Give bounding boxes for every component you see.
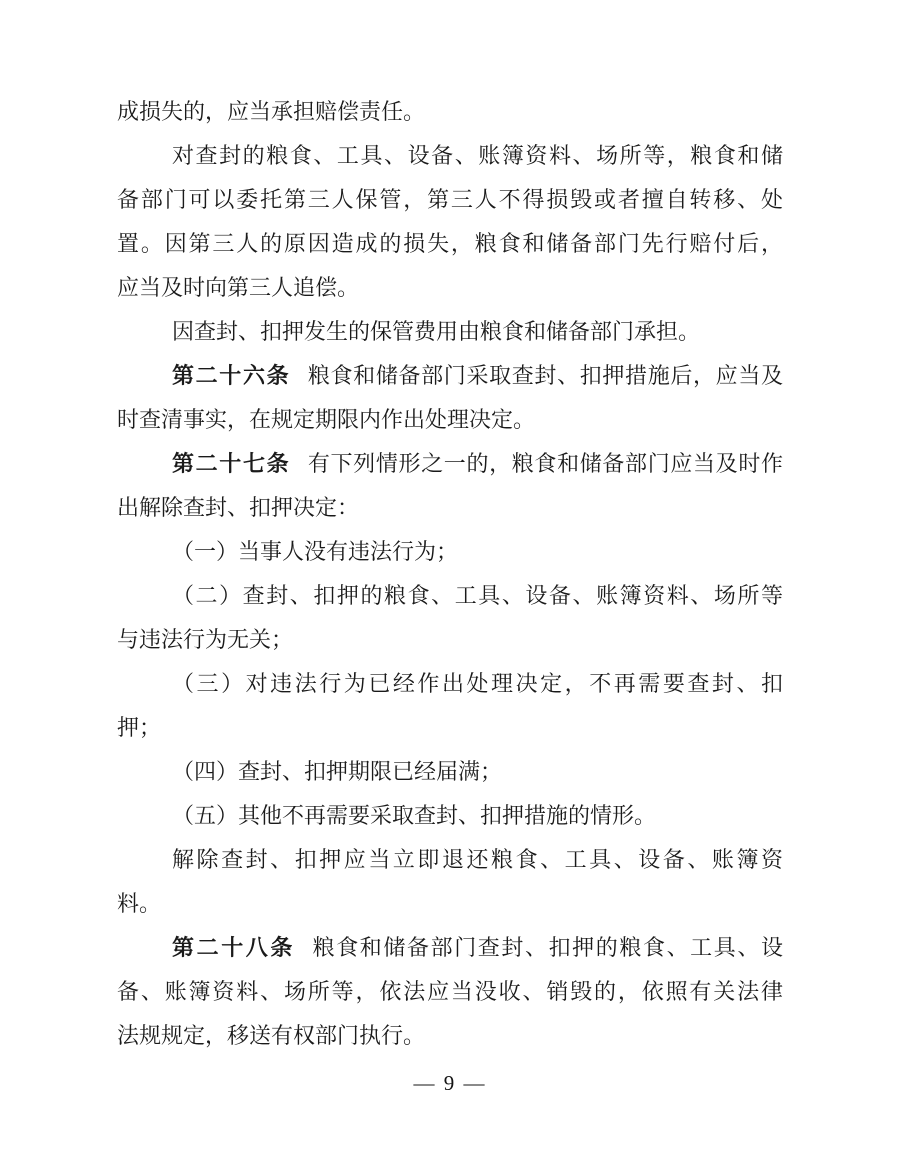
text-line: 时查清事实，在规定期限内作出处理决定。 [117,407,536,432]
text-line: （五）其他不再需要采取查封、扣押措施的情形。 [172,803,657,828]
text-line: 出解除查封、扣押决定： [117,495,360,520]
text-line: 料。 [117,891,162,916]
text-line: （二）查封、扣押的粮食、工具、设备、账簿资料、场所等 [172,583,783,608]
text-line: 法规规定，移送有权部门执行。 [117,1023,426,1048]
article-text: 有下列情形之一的，粮食和储备部门应当及时作 [307,451,783,476]
text-line [117,442,783,486]
text-line: 因查封、扣押发生的保管费用由粮食和储备部门承担。 [172,319,701,344]
text-line: （一）当事人没有违法行为； [172,539,459,564]
text-line: 解除查封、扣押应当立即退还粮食、工具、设备、账簿资 [172,847,783,872]
text-line: 与违法行为无关； [117,627,294,652]
text-line: 备部门可以委托第三人保管，第三人不得损毁或者擅自转移、处 [117,187,783,212]
text-line: 对查封的粮食、工具、设备、账簿资料、场所等，粮食和储 [172,143,783,168]
page-number: — 9 — [413,1071,487,1095]
text-line: 应当及时向第三人追偿。 [117,275,360,300]
article-text: 粮食和储备部门查封、扣押的粮食、工具、设 [312,935,783,960]
article-text: 粮食和储备部门采取查封、扣押措施后，应当及 [307,363,783,388]
text-line: （四）查封、扣押期限已经届满； [172,759,503,784]
text-line [117,354,783,398]
document-body [117,90,783,1058]
article-number-label: 第二十六条 [172,363,291,388]
text-line: （三）对违法行为已经作出处理决定，不再需要查封、扣 [172,671,783,696]
text-line: 备、账簿资料、场所等，依法应当没收、销毁的，依照有关法律 [117,979,783,1004]
article-number-label: 第二十八条 [172,935,295,960]
text-line: 成损失的，应当承担赔偿责任。 [117,99,426,124]
text-line [117,926,783,970]
text-line: 押； [117,715,162,740]
text-line: 置。因第三人的原因造成的损失，粮食和储备部门先行赔付后， [117,231,783,256]
article-number-label: 第二十七条 [172,451,291,476]
